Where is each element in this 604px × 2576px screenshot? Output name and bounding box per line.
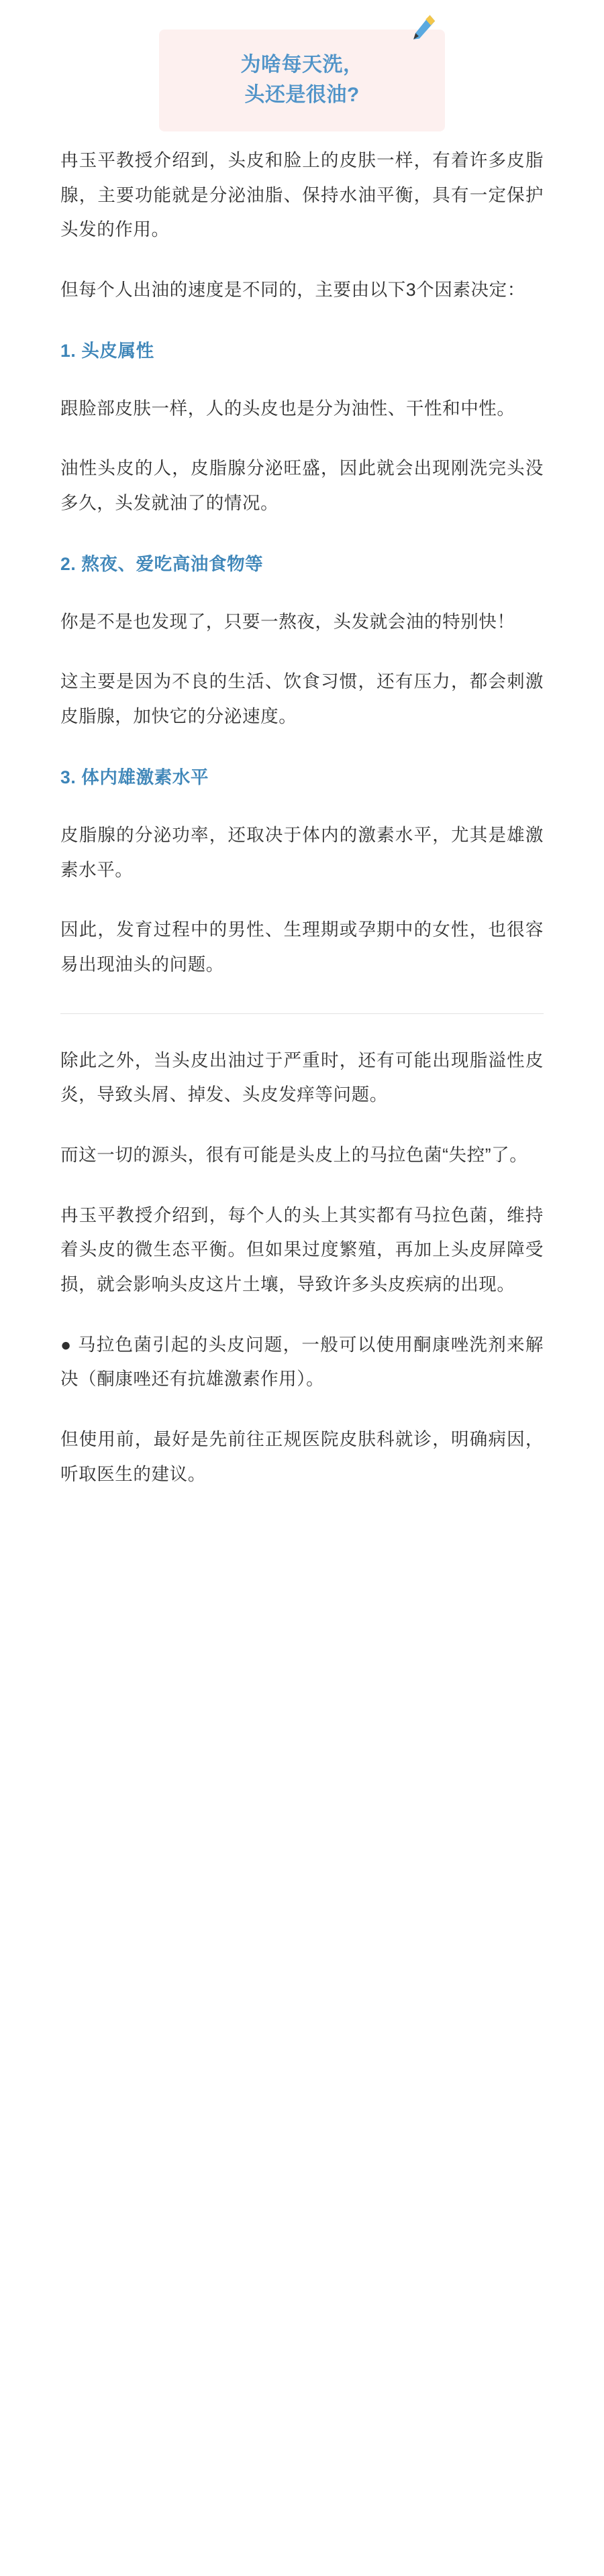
paragraph: 皮脂腺的分泌功率，还取决于体内的激素水平，尤其是雄激素水平。 — [60, 824, 544, 880]
title-line-2: 头还是很油? — [244, 84, 360, 106]
title-badge — [159, 30, 445, 131]
paragraph: 因此，发育过程中的男性、生理期或孕期中的女性，也很容易出现油头的问题。 — [60, 919, 544, 974]
title-line-1: 为啥每天洗， — [240, 54, 364, 76]
article-header — [0, 0, 604, 144]
paragraph: 除此之外，当头皮出油过于严重时，还有可能出现脂溢性皮炎，导致头屑、掉发、头皮发痒等问题。 — [60, 1050, 544, 1105]
paragraph: 但每个人出油的速度是不同的，主要由以下3个因素决定： — [60, 280, 525, 300]
paragraph: 而这一切的源头，很有可能是头皮上的马拉色菌“失控”了。 — [60, 1144, 528, 1165]
bottom-spacer — [60, 1517, 544, 1564]
paragraph: 跟脸部皮肤一样，人的头皮也是分为油性、干性和中性。 — [60, 398, 515, 418]
paragraph: 但使用前，最好是先前往正规医院皮肤科就诊，明确病因，听取医生的建议。 — [60, 1429, 544, 1484]
section-divider — [60, 1013, 544, 1014]
section-heading: 3. 体内雄激素水平 — [60, 767, 209, 787]
pencil-icon — [411, 13, 441, 48]
paragraph: 你是不是也发现了，只要一熬夜，头发就会油的特别快！ — [60, 611, 515, 632]
article-body — [0, 144, 604, 1564]
section-heading: 2. 熬夜、爱吃高油食物等 — [60, 553, 264, 574]
paragraph: 油性头皮的人，皮脂腺分泌旺盛，因此就会出现刚洗完头没多久，头发就油了的情况。 — [60, 458, 544, 514]
paragraph: 冉玉平教授介绍到，头皮和脸上的皮肤一样，有着许多皮脂腺，主要功能就是分泌油脂、保持水油平衡，具有一定保护头发的作用。 — [60, 150, 544, 240]
paragraph: 冉玉平教授介绍到，每个人的头上其实都有马拉色菌，维持着头皮的微生态平衡。但如果过度繁殖，再加上头皮屏障受损，就会影响头皮这片土壤，导致许多头皮疾病的出现。 — [60, 1205, 544, 1294]
section-heading: 1. 头皮属性 — [60, 340, 154, 361]
paragraph: 这主要是因为不良的生活、饮食习惯，还有压力，都会刺激皮脂腺，加快它的分泌速度。 — [60, 671, 544, 727]
paragraph: ● 马拉色菌引起的头皮问题，一般可以使用酮康唑洗剂来解决（酮康唑还有抗雄激素作用）。 — [60, 1334, 544, 1390]
